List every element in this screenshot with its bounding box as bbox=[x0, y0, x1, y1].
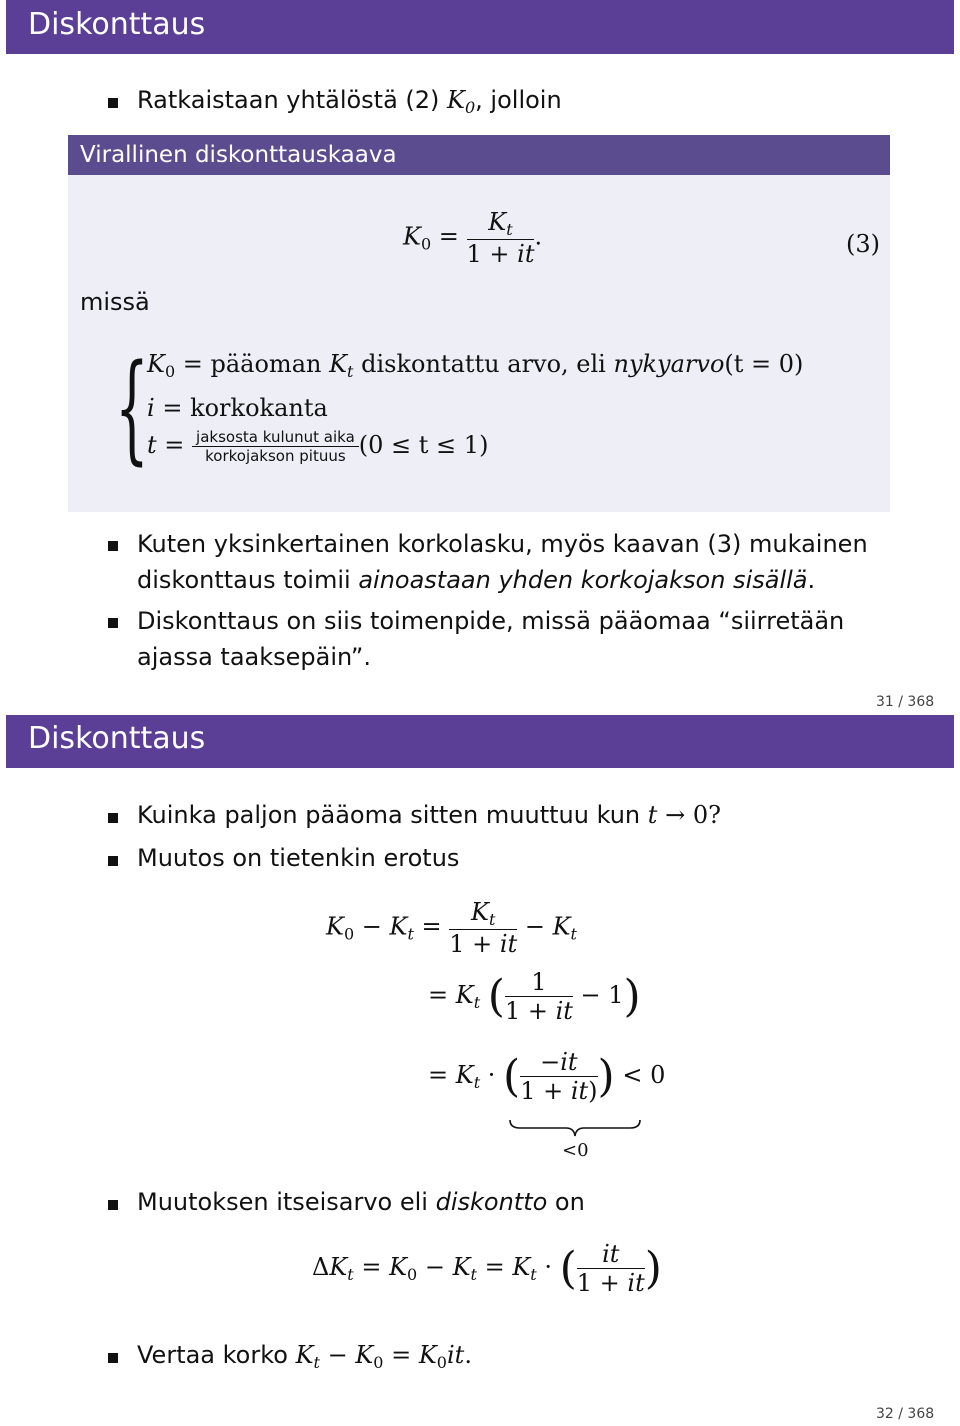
where-label: missä bbox=[80, 288, 150, 316]
page-number: 32 / 368 bbox=[876, 1406, 935, 1422]
derivation-line-2: = $K_t$ ( $\frac{1}{1 + it}$ − 1) bbox=[428, 968, 641, 1025]
discount-formula: $K_0$ = $\frac{K_t}{1 + it}$ . bbox=[403, 208, 543, 268]
underbrace bbox=[508, 1118, 642, 1140]
bullet-text: Muutos on tietenkin erotus bbox=[137, 844, 460, 872]
block-title: Virallinen diskonttauskaava bbox=[68, 135, 890, 175]
bullet-text: Kuinka paljon pääoma sitten muuttuu kun t → 0? bbox=[137, 801, 721, 829]
bullet-text: Ratkaistaan yhtälöstä (2) $K_0$, jolloin bbox=[137, 86, 562, 117]
bullet-marker bbox=[108, 1353, 118, 1363]
bullet-text: Kuten yksinkertainen korkolasku, myös kaavan (3) mukainen bbox=[137, 530, 868, 558]
case-line-1: $K_0$ = pääoman $K_t$ diskontattu arvo, eli nykyarvo(t = 0) bbox=[147, 350, 804, 381]
bullet-marker bbox=[108, 856, 118, 866]
derivation-line-1: $K_0 - K_t$ = $\frac{K_t}{1 + it}$ − $K_t$ bbox=[326, 898, 577, 958]
bullet-text-cont: diskonttaus toimii ainoastaan yhden korkojakson sisällä. bbox=[137, 566, 816, 594]
slide-title-bar bbox=[6, 715, 954, 768]
bullet-marker bbox=[108, 813, 118, 823]
discount-amount-formula: $\Delta K_t = K_0 - K_t = K_t$ · ( $\frac{it}{1 + it}$ ) bbox=[312, 1240, 662, 1297]
slide-title: Diskonttaus bbox=[28, 7, 206, 42]
underbrace-label: <0 bbox=[562, 1140, 589, 1161]
bullet-text: Diskonttaus on siis toimenpide, missä pääomaa “siirretään bbox=[137, 607, 845, 635]
bullet-marker bbox=[108, 541, 118, 551]
bullet-marker bbox=[108, 98, 118, 108]
case-line-3: t = $\frac{\text{jaksosta kulunut aika}}{\text{korkojakson pituus}}$ (0 ≤ t ≤ 1) bbox=[147, 428, 489, 465]
slide-title-bar bbox=[6, 0, 954, 54]
bullet-marker bbox=[108, 618, 118, 628]
bullet-text: Muutoksen itseisarvo eli diskontto on bbox=[137, 1188, 585, 1216]
bullet-text: Vertaa korko $K_t - K_0 = K_0it$. bbox=[137, 1341, 472, 1372]
cases-brace: { bbox=[115, 338, 149, 476]
derivation-line-3: = $K_t$ · ( $\frac{-it}{1 + it)}$ ) < 0 bbox=[428, 1048, 666, 1105]
bullet-marker bbox=[108, 1200, 118, 1210]
equation-number: (3) bbox=[846, 230, 880, 258]
slide-title: Diskonttaus bbox=[28, 721, 206, 756]
bullet-text-cont: ajassa taaksepäin”. bbox=[137, 643, 371, 671]
case-line-2: i = korkokanta bbox=[147, 394, 328, 422]
page-number: 31 / 368 bbox=[876, 694, 935, 710]
